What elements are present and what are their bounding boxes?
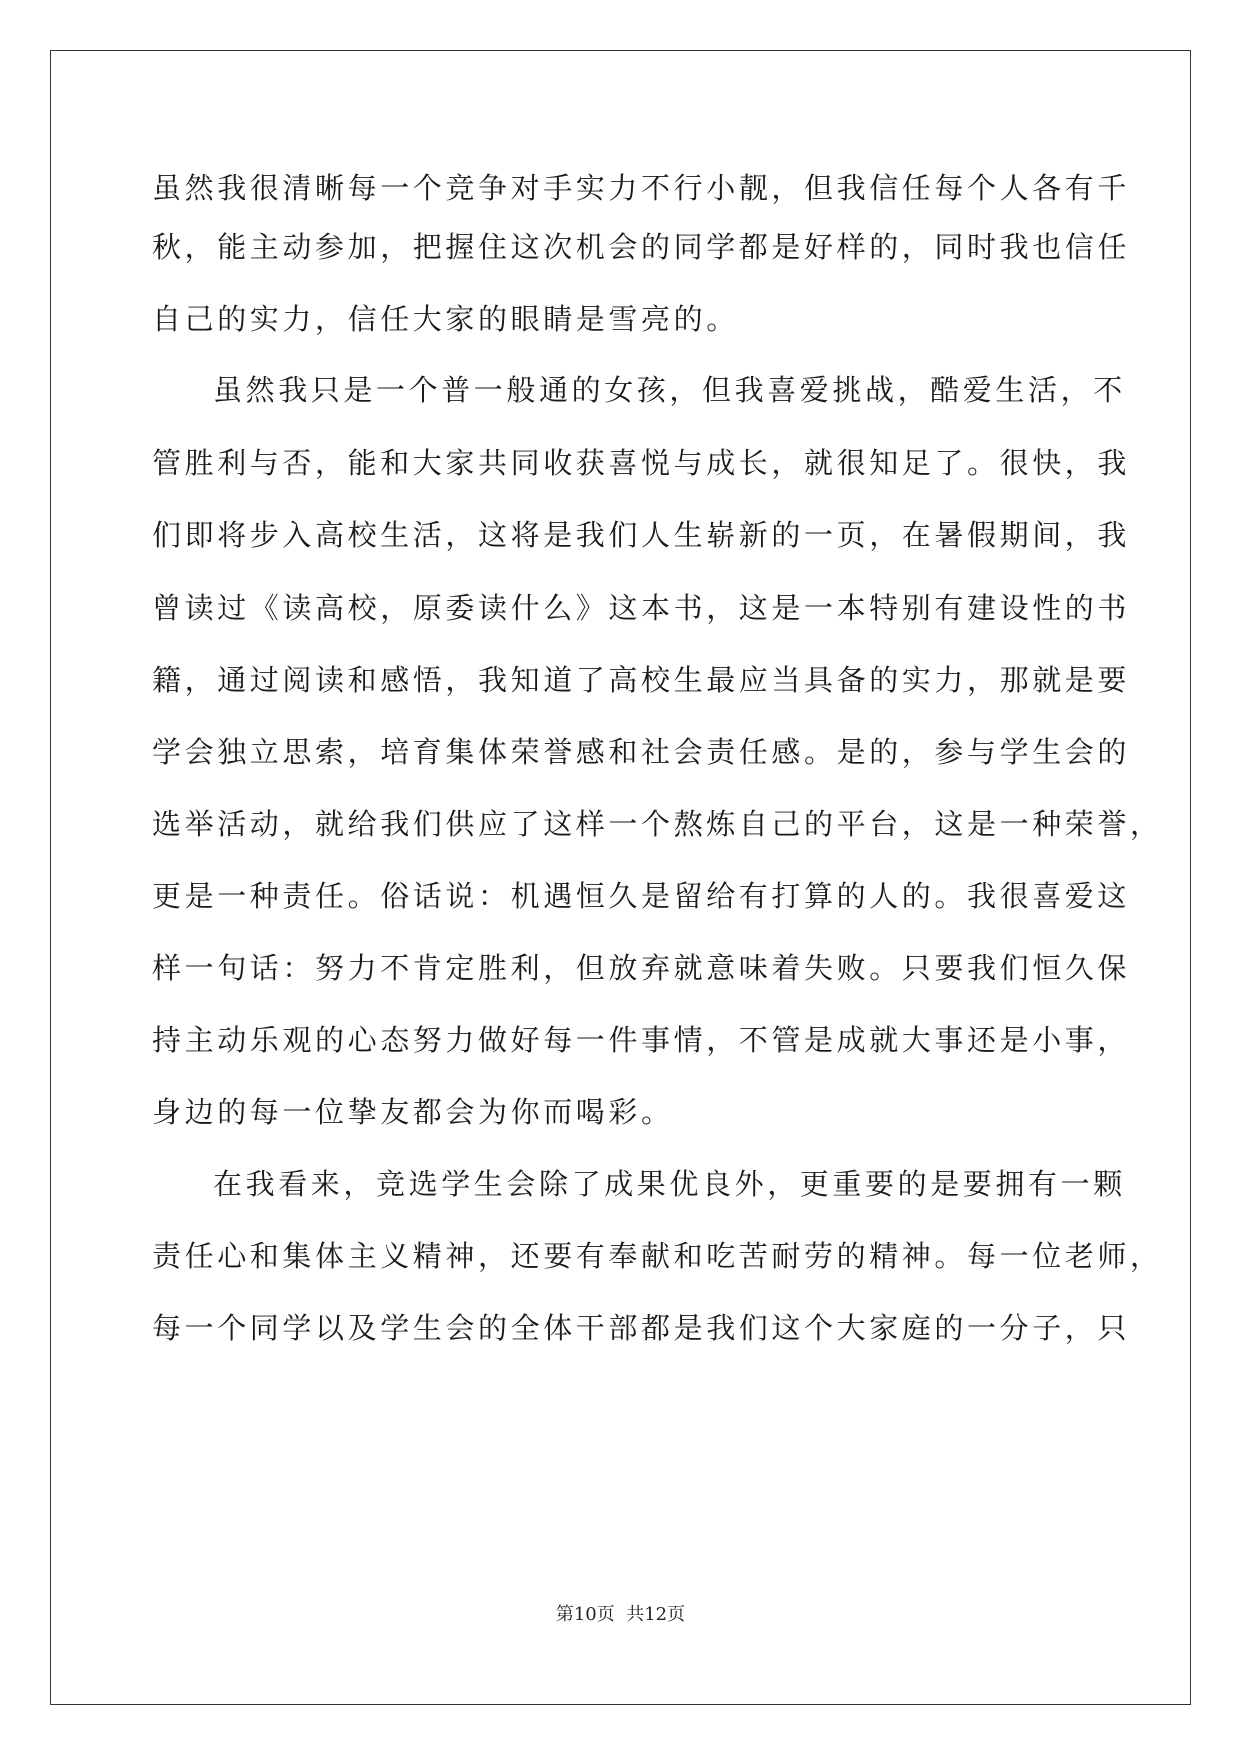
body-line: 虽然我只是一个普一般通的女孩，但我喜爱挑战，酷爱生活，不 (213, 373, 1126, 407)
body-line: 秋，能主动参加，把握住这次机会的同学都是好样的，同时我也信任 (152, 230, 1131, 264)
body-line: 身边的每一位挚友都会为你而喝彩。 (152, 1095, 674, 1129)
body-line: 管胜利与否，能和大家共同收获喜悦与成长，就很知足了。很快，我 (152, 446, 1131, 480)
body-line: 曾读过《读高校，原委读什么》这本书，这是一本特别有建设性的书 (152, 591, 1131, 625)
body-line: 持主动乐观的心态努力做好每一件事情，不管是成就大事还是小事， (152, 1023, 1131, 1057)
body-line: 们即将步入高校生活，这将是我们人生崭新的一页，在暑假期间，我 (152, 518, 1131, 552)
body-line: 在我看来，竞选学生会除了成果优良外，更重要的是要拥有一颗 (213, 1167, 1126, 1201)
body-line: 样一句话：努力不肯定胜利，但放弃就意味着失败。只要我们恒久保 (152, 951, 1131, 985)
body-line: 责任心和集体主义精神，还要有奉献和吃苦耐劳的精神。每一位老师， (152, 1239, 1163, 1273)
body-line: 籍，通过阅读和感悟，我知道了高校生最应当具备的实力，那就是要 (152, 663, 1131, 697)
body-line: 更是一种责任。俗话说：机遇恒久是留给有打算的人的。我很喜爱这 (152, 879, 1131, 913)
body-line: 学会独立思索，培育集体荣誉感和社会责任感。是的，参与学生会的 (152, 735, 1131, 769)
body-line: 选举活动，就给我们供应了这样一个熬炼自己的平台，这是一种荣誉， (152, 807, 1163, 841)
body-line: 自己的实力，信任大家的眼睛是雪亮的。 (152, 302, 739, 336)
page-number-footer: 第10页 共12页 (555, 1604, 686, 1625)
body-line: 每一个同学以及学生会的全体干部都是我们这个大家庭的一分子，只 (152, 1311, 1131, 1345)
body-line: 虽然我很清晰每一个竞争对手实力不行小靓，但我信任每个人各有千 (152, 171, 1131, 205)
